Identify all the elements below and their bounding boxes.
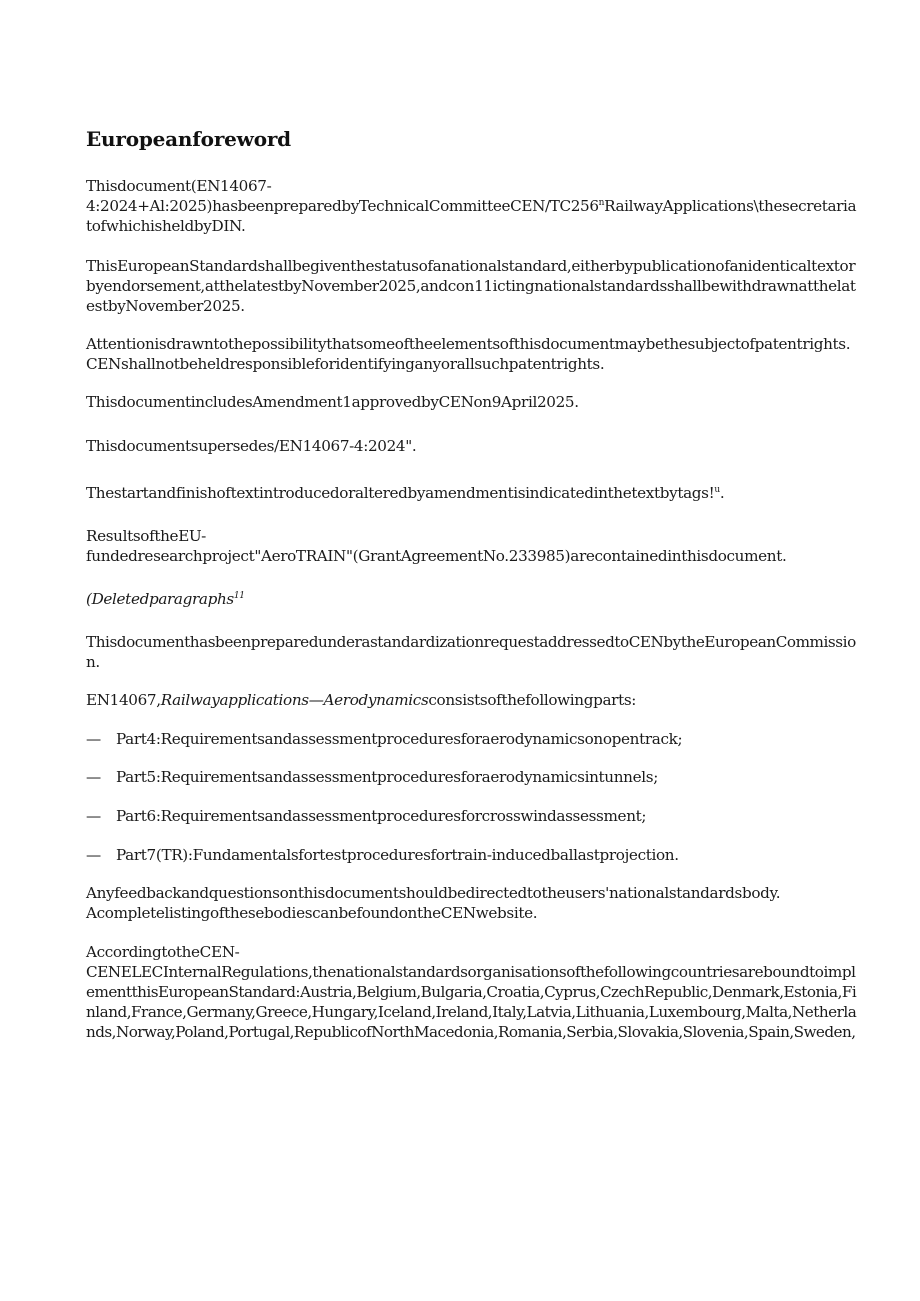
paragraph-line: tofwhichisheldbyDIN. (86, 217, 246, 235)
line-text: RailwayApplications\thesecretaria (604, 197, 857, 215)
superscript-mark: u (714, 484, 720, 495)
paragraph-patent (86, 334, 856, 374)
line-text: EN14067, (86, 691, 161, 709)
paragraph-line: fundedresearchproject"AeroTRAIN"(GrantAgreementNo.233985)arecontainedinthisdocument. (86, 547, 787, 565)
list-item-text: Part5:Requirementsandassessmentproceduresforaerodynamicsintunnels; (116, 768, 658, 786)
paragraph-line: ementthisEuropeanStandard:Austria,Belgium,Bulgaria,Croatia,Cyprus,CzechRepublic,Denmark,Estonia,Fi (86, 983, 857, 1001)
superscript-mark: 11 (233, 590, 245, 601)
paragraph-status (86, 256, 856, 316)
dash-bullet: — (86, 768, 101, 786)
paragraph-prepared-by (86, 176, 856, 236)
page-title: Europeanforeword (86, 127, 291, 151)
paragraph-line (86, 690, 856, 710)
paragraph-line: ResultsoftheEU- (86, 527, 206, 545)
list-item (86, 767, 856, 787)
dash-bullet: — (86, 730, 101, 748)
paragraph-line: Anyfeedbackandquestionsonthisdocumentshouldbedirectedtotheusers'nationalstandardsbody. (86, 884, 781, 902)
dash-bullet: — (86, 846, 101, 864)
paragraph-standardization-request (86, 632, 856, 672)
line-text: (Deletedparagraphs (86, 590, 234, 608)
line-text: 4:2024+Al:2025)hasbeenpreparedbyTechnicalCommitteeCEN/TC256 (86, 197, 599, 215)
line-text: Thestartandfinishoftextintroducedoralteredbyamendmentisindicatedinthetextbytags! (86, 484, 715, 502)
paragraph-amendment (86, 392, 856, 412)
paragraph-line: AcompletelistingofthesebodiescanbefoundontheCENwebsite. (86, 904, 538, 922)
superscript-mark: n (598, 197, 605, 208)
paragraph-parts-intro (86, 690, 856, 710)
paragraph-line: Thisdocumentsupersedes/EN14067-4:2024". (86, 437, 417, 455)
paragraph-line: nland,France,Germany,Greece,Hungary,Iceland,Ireland,Italy,Latvia,Lithuania,Luxembourg,Malta,Netherla (86, 1003, 857, 1021)
list-item (86, 845, 856, 865)
list-item (86, 806, 856, 826)
paragraph-feedback (86, 883, 856, 923)
paragraph-research (86, 526, 856, 566)
paragraph-line: nds,Norway,Poland,Portugal,RepublicofNorthMacedonia,Romania,Serbia,Slovakia,Slovenia,Spain,Sweden, (86, 1023, 856, 1041)
paragraph-line: AccordingtotheCEN- (86, 943, 240, 961)
paragraph-supersedes (86, 436, 856, 456)
list-item-text: Part4:Requirementsandassessmentproceduresforaerodynamicsonopentrack; (116, 730, 683, 748)
paragraph-line: estbyNovember2025. (86, 297, 245, 315)
paragraph-countries (86, 942, 856, 1042)
series-title: Railwayapplications—Aerodynamics (160, 691, 429, 709)
list-item (86, 729, 856, 749)
paragraph-line: ThisdocumenthasbeenpreparedunderastandardizationrequestaddressedtoCENbytheEuropeanCommissio (86, 633, 856, 651)
paragraph-line: byendorsement,atthelatestbyNovember2025,andcon11ictingnationalstandardsshallbewithdrawnatthelat (86, 277, 856, 295)
paragraph-line: CENELECInternalRegulations,thenationalstandardsorganisationsofthefollowingcountriesareboundtoimpl (86, 963, 856, 981)
paragraph-line (86, 589, 856, 609)
paragraph-line: ThisEuropeanStandardshallbegiventhestatusofanationalstandard,eitherbypublicationofanidenticaltextor (86, 257, 856, 275)
paragraph-tags (86, 483, 856, 503)
paragraph-line (86, 196, 856, 216)
list-item-text: Part7(TR):Fundamentalsfortestproceduresfortrain-inducedballastprojection. (116, 846, 679, 864)
paragraph-line: Thisdocument(EN14067- (86, 177, 272, 195)
paragraph-deleted (86, 589, 856, 609)
paragraph-line: Attentionisdrawntothepossibilitythatsomeoftheelementsofthisdocumentmaybethesubjectofpatentrights. (86, 335, 851, 353)
paragraph-line: CENshallnotbeheldresponsibleforidentifyinganyorallsuchpatentrights. (86, 355, 605, 373)
list-item-text: Part6:Requirementsandassessmentproceduresforcrosswindassessment; (116, 807, 647, 825)
paragraph-line: ThisdocumentincludesAmendment1approvedbyCENon9April2025. (86, 393, 579, 411)
line-text: . (719, 484, 725, 502)
line-text: consistsofthefollowingparts: (428, 691, 637, 709)
paragraph-line (86, 483, 856, 503)
dash-bullet: — (86, 807, 101, 825)
paragraph-line: n. (86, 653, 100, 671)
